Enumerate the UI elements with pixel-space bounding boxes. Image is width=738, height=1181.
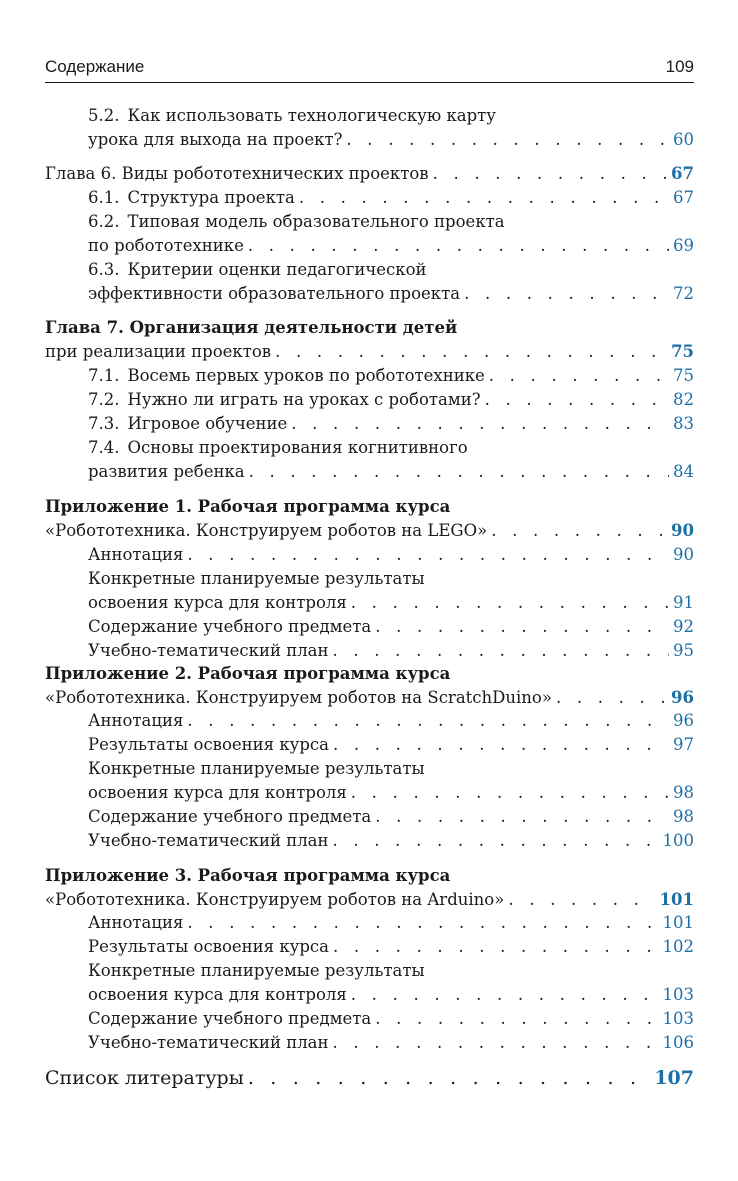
page-link[interactable]: 90: [673, 545, 694, 564]
entry-title: Аннотация: [88, 711, 184, 730]
page-link[interactable]: 107: [654, 1067, 694, 1089]
toc-appendix-2[interactable]: [45, 687, 694, 711]
appendix-title: Приложение 2. Рабочая программа курса: [45, 664, 451, 683]
toc-entry-5-2-line1: [88, 105, 694, 129]
toc-appendix-2-line1: [45, 663, 694, 687]
appendix-title-cont: «Робототехника. Конструируем роботов на ScratchDuino»: [45, 688, 552, 707]
leader-dots: [333, 1033, 659, 1052]
appendix-title: Приложение 1. Рабочая программа курса: [45, 497, 451, 516]
entry-title-cont: урока для выхода на проект?: [88, 130, 343, 149]
entry-title: Критерии оценки педагогической: [127, 260, 427, 279]
toc-appendix-3-results[interactable]: [88, 984, 694, 1008]
page-link[interactable]: 84: [673, 462, 694, 481]
toc-entry-6-2[interactable]: [88, 235, 694, 259]
leader-dots: [187, 711, 669, 730]
entry-title: Результаты освоения курса: [88, 735, 329, 754]
toc-appendix-3[interactable]: [45, 889, 694, 913]
entry-title: Игровое обучение: [127, 414, 288, 433]
toc-literature[interactable]: [45, 1066, 694, 1094]
leader-dots: [249, 462, 669, 481]
leader-dots: [556, 688, 667, 707]
entry-title: Типовая модель образовательного проекта: [127, 212, 505, 231]
toc-appendix-1-annotation[interactable]: [88, 544, 694, 568]
page-link[interactable]: 82: [673, 390, 694, 409]
entry-title: Как использовать технологическую карту: [127, 106, 496, 125]
toc-appendix-1-results[interactable]: [88, 592, 694, 616]
leader-dots: [333, 831, 659, 850]
chapter-title: Глава 6. Виды робототехнических проектов: [45, 164, 429, 183]
entry-number: 6.1.: [88, 188, 120, 207]
entry-title-cont: развития ребенка: [88, 462, 245, 481]
leader-dots: [351, 985, 659, 1004]
entry-title: Структура проекта: [127, 188, 295, 207]
toc-appendix-1-results-line1: [88, 568, 694, 592]
page-link[interactable]: 72: [673, 284, 694, 303]
entry-title: Аннотация: [88, 913, 184, 932]
page-link[interactable]: 92: [673, 617, 694, 636]
page-link[interactable]: 96: [673, 711, 694, 730]
leader-dots: [333, 937, 659, 956]
page-link[interactable]: 98: [673, 807, 694, 826]
entry-title-cont: освоения курса для контроля: [88, 985, 347, 1004]
page-link[interactable]: 75: [673, 366, 694, 385]
toc-appendix-3-course-results[interactable]: [88, 936, 694, 960]
entry-title: Учебно-тематический план: [88, 641, 329, 660]
leader-dots: [248, 236, 669, 255]
page-link[interactable]: 95: [673, 641, 694, 660]
toc-appendix-1[interactable]: [45, 520, 694, 544]
page-link[interactable]: 101: [662, 913, 694, 932]
entry-title-cont: эффективности образовательного проекта: [88, 284, 461, 303]
toc-entry-6-2-line1: [88, 211, 694, 235]
leader-dots: [291, 414, 669, 433]
leader-dots: [351, 593, 669, 612]
toc-appendix-2-content[interactable]: [88, 806, 694, 830]
entry-title: Конкретные планируемые результаты: [88, 569, 425, 588]
chapter-title-cont: при реализации проектов: [45, 342, 272, 361]
entry-title: Результаты освоения курса: [88, 937, 329, 956]
entry-number: 7.1.: [88, 366, 120, 385]
toc-appendix-2-results[interactable]: [88, 782, 694, 806]
entry-number: 7.3.: [88, 414, 120, 433]
leader-dots: [248, 1067, 651, 1089]
appendix-title-cont: «Робототехника. Конструируем роботов на Arduino»: [45, 890, 505, 909]
leader-dots: [508, 890, 655, 909]
entry-title: Содержание учебного предмета: [88, 617, 372, 636]
entry-title: Конкретные планируемые результаты: [88, 961, 425, 980]
leader-dots: [351, 783, 669, 802]
toc-entry-6-3-line1: [88, 259, 694, 283]
toc-entry-7-3[interactable]: [88, 413, 694, 437]
page-link[interactable]: 60: [673, 130, 694, 149]
toc-appendix-3-results-line1: [88, 960, 694, 984]
leader-dots: [299, 188, 669, 207]
toc-appendix-1-line1: [45, 496, 694, 520]
toc-entry-7-2[interactable]: [88, 389, 694, 413]
entry-number: 7.4.: [88, 438, 120, 457]
page-link[interactable]: 69: [673, 236, 694, 255]
toc-appendix-1-plan[interactable]: [88, 640, 694, 664]
page-link[interactable]: 67: [673, 188, 694, 207]
leader-dots: [433, 164, 667, 183]
toc-appendix-2-plan[interactable]: [88, 830, 694, 854]
toc-entry-6-3[interactable]: [88, 283, 694, 307]
page-link[interactable]: 91: [673, 593, 694, 612]
leader-dots: [489, 366, 669, 385]
page-link[interactable]: 101: [659, 890, 694, 909]
appendix-title: Приложение 3. Рабочая программа курса: [45, 866, 451, 885]
page-link[interactable]: 97: [673, 735, 694, 754]
entry-title-cont: освоения курса для контроля: [88, 783, 347, 802]
page-link[interactable]: 103: [662, 985, 694, 1004]
entry-title-cont: освоения курса для контроля: [88, 593, 347, 612]
entry-title: Содержание учебного предмета: [88, 807, 372, 826]
page-link[interactable]: 96: [671, 688, 694, 707]
leader-dots: [485, 390, 669, 409]
toc-chapter-7[interactable]: [45, 341, 694, 365]
entry-title: Учебно-тематический план: [88, 831, 329, 850]
entry-number: 6.3.: [88, 260, 120, 279]
page-link[interactable]: 90: [671, 521, 694, 540]
toc-appendix-2-course-results[interactable]: [88, 734, 694, 758]
leader-dots: [275, 342, 667, 361]
leader-dots: [346, 130, 669, 149]
appendix-title-cont: «Робототехника. Конструируем роботов на LEGO»: [45, 521, 488, 540]
toc-appendix-3-plan[interactable]: [88, 1032, 694, 1056]
leader-dots: [464, 284, 669, 303]
leader-dots: [375, 1009, 658, 1028]
toc-entry-7-4-line1: [88, 437, 694, 461]
page-link[interactable]: 98: [673, 783, 694, 802]
page-link[interactable]: 103: [662, 1009, 694, 1028]
leader-dots: [333, 641, 669, 660]
header-rule: [45, 82, 694, 83]
toc-appendix-3-line1: [45, 865, 694, 889]
toc-appendix-2-annotation[interactable]: [88, 710, 694, 734]
page-link[interactable]: 67: [671, 164, 694, 183]
entry-title: Нужно ли играть на уроках с роботами?: [127, 390, 481, 409]
entry-number: 7.2.: [88, 390, 120, 409]
toc-entry-6-1[interactable]: [88, 187, 694, 211]
entry-number: 6.2.: [88, 212, 120, 231]
toc-appendix-2-results-line1: [88, 758, 694, 782]
entry-title: Аннотация: [88, 545, 184, 564]
page-link[interactable]: 102: [662, 937, 694, 956]
chapter-title: Глава 7. Организация деятельности детей: [45, 318, 458, 337]
toc-entry-7-4[interactable]: [88, 461, 694, 485]
page-link[interactable]: 75: [671, 342, 694, 361]
leader-dots: [491, 521, 667, 540]
entry-number: 5.2.: [88, 106, 120, 125]
page-link[interactable]: 100: [662, 831, 694, 850]
page-link[interactable]: 106: [662, 1033, 694, 1052]
entry-title-cont: по робототехнике: [88, 236, 244, 255]
header-page-number: 109: [665, 57, 694, 76]
toc-appendix-3-annotation[interactable]: [88, 912, 694, 936]
entry-title: Содержание учебного предмета: [88, 1009, 372, 1028]
running-header: [45, 57, 694, 81]
toc-chapter-6[interactable]: [45, 163, 694, 187]
literature-title: Список литературы: [45, 1067, 244, 1089]
toc-entry-7-1[interactable]: [88, 365, 694, 389]
leader-dots: [375, 617, 669, 636]
leader-dots: [187, 545, 669, 564]
toc-entry-5-2[interactable]: [88, 129, 694, 153]
entry-title: Восемь первых уроков по робототехнике: [127, 366, 485, 385]
leader-dots: [333, 735, 669, 754]
entry-title: Учебно-тематический план: [88, 1033, 329, 1052]
entry-title: Основы проектирования когнитивного: [127, 438, 468, 457]
toc-appendix-1-content[interactable]: [88, 616, 694, 640]
leader-dots: [187, 913, 658, 932]
entry-title: Конкретные планируемые результаты: [88, 759, 425, 778]
toc-appendix-3-content[interactable]: [88, 1008, 694, 1032]
page-link[interactable]: 83: [673, 414, 694, 433]
leader-dots: [375, 807, 669, 826]
header-title: Содержание: [45, 57, 145, 76]
toc-chapter-7-line1: [45, 317, 694, 341]
